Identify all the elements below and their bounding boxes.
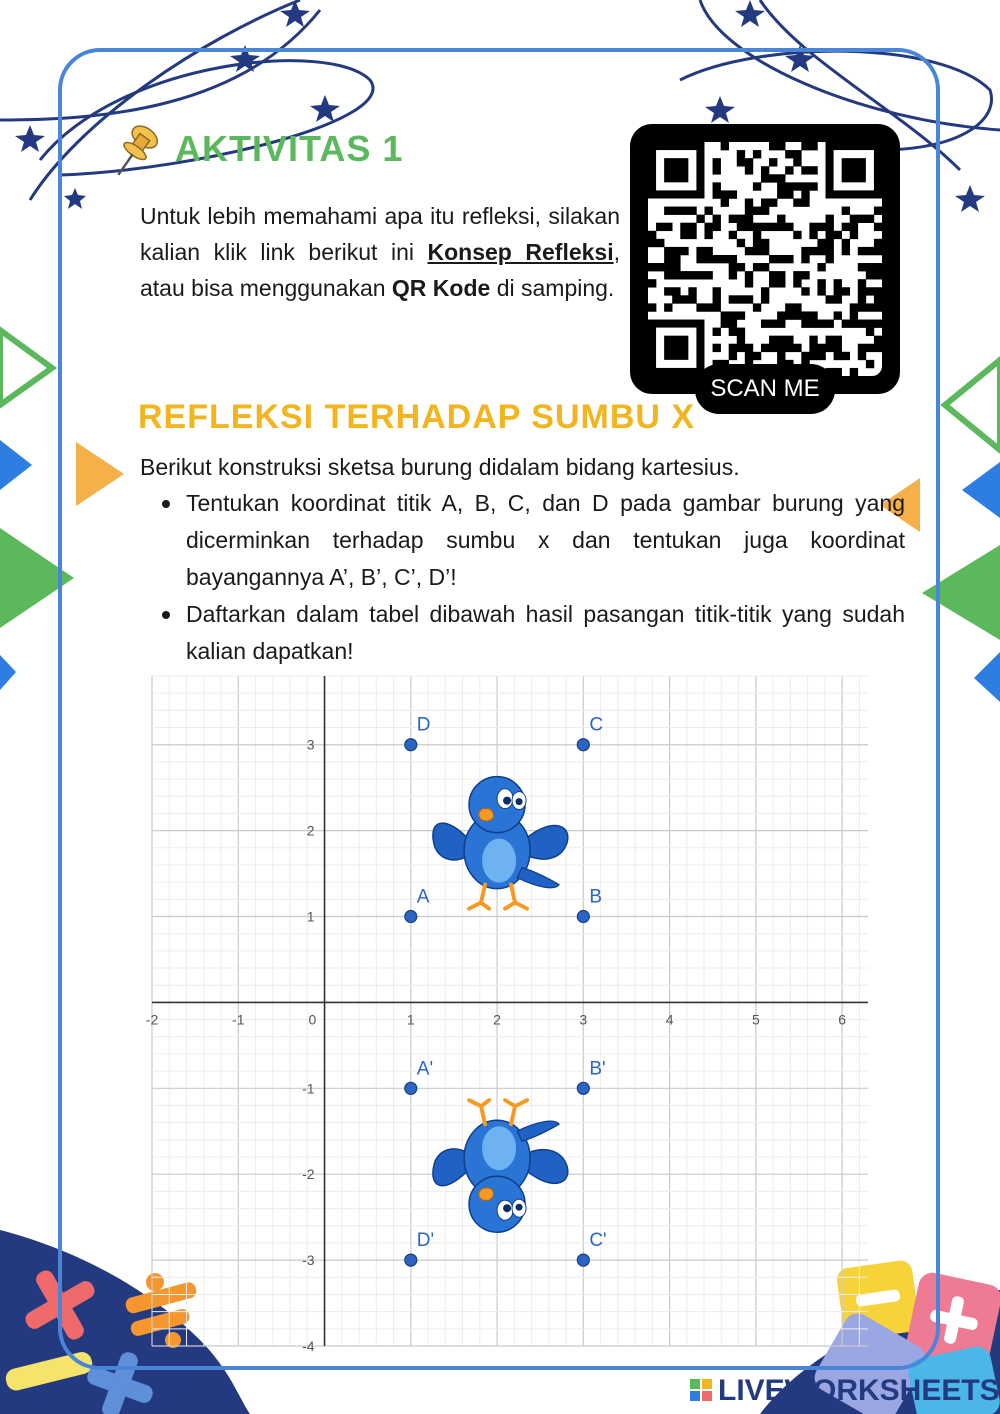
x-tick-label: 6: [838, 1011, 847, 1028]
cartesian-plane: [145, 676, 868, 1354]
point-label: A': [416, 1058, 434, 1080]
liveworksheets-brand: LIVEWORKSHEETS: [718, 1374, 1000, 1407]
y-tick-label: -1: [302, 1080, 315, 1097]
scan-me-button[interactable]: SCAN ME: [695, 364, 835, 414]
x-tick-label: 3: [579, 1011, 588, 1028]
activity-title: AKTIVITAS 1: [175, 128, 404, 169]
x-tick-label: 4: [665, 1011, 674, 1028]
point-label: C': [589, 1230, 607, 1252]
point-marker: [577, 911, 589, 923]
qr-code-pattern: [648, 142, 882, 376]
point-marker: [577, 739, 589, 751]
point-label: C: [589, 714, 604, 736]
task-list: [140, 485, 905, 670]
grid: [152, 676, 868, 1346]
section-lead: Berikut konstruksi sketsa burung didalam bidang kartesius.: [140, 454, 740, 480]
y-tick-label: -2: [302, 1166, 315, 1183]
point-marker: [405, 911, 417, 923]
x-tick-label: 0: [308, 1011, 317, 1028]
point-marker: [577, 1254, 589, 1266]
qr-finder-pattern: [648, 142, 704, 198]
intro-paragraph: [140, 198, 620, 306]
x-tick-label: -2: [145, 1011, 159, 1028]
task-item: Daftarkan dalam tabel dibawah hasil pasangan titik-titik yang sudah kalian dapatkan!: [140, 596, 905, 670]
qr-finder-pattern: [648, 320, 704, 376]
qr-finder-pattern: [826, 142, 882, 198]
konsep-refleksi-link[interactable]: Konsep Refleksi: [427, 239, 614, 265]
point-marker: [405, 1082, 417, 1094]
intro-text-middle: , atau bisa menggunakan: [140, 239, 620, 301]
point-label: B': [589, 1058, 606, 1080]
bird-reflected-image: [433, 1100, 568, 1232]
push-pin-icon: [112, 120, 158, 182]
section-title: REFLEKSI TERHADAP SUMBU X: [138, 398, 696, 436]
y-tick-label: 2: [306, 822, 315, 839]
intro-text-start: Untuk lebih memahami apa itu refleksi, silakan kalian klik link berikut ini: [140, 203, 620, 265]
point-label: D: [416, 714, 431, 736]
point-label: A: [416, 886, 430, 908]
qr-kode-text: QR Kode: [391, 275, 491, 301]
y-tick-label: -4: [302, 1338, 315, 1354]
x-tick-label: 2: [493, 1011, 501, 1028]
qr-code-card[interactable]: [630, 124, 900, 394]
point-label: D': [416, 1230, 435, 1252]
y-tick-label: -3: [302, 1252, 315, 1269]
point-marker: [405, 739, 417, 751]
intro-text-end: di samping.: [490, 275, 615, 301]
task-item: Tentukan koordinat titik A, B, C, dan D pada gambar burung yang dicerminkan terhadap sumbu x dan tentukan juga koordinat bayangannya A’, B’, C’, D’!: [140, 485, 905, 596]
qr-code: [648, 142, 882, 376]
y-tick-label: 3: [306, 736, 315, 753]
x-tick-label: -1: [232, 1011, 245, 1028]
liveworksheets-logo-icon: [690, 1379, 712, 1401]
x-tick-label: 1: [406, 1011, 415, 1028]
x-tick-label: 5: [751, 1011, 760, 1028]
y-tick-label: 1: [306, 908, 315, 925]
point-marker: [577, 1082, 589, 1094]
point-label: B: [589, 886, 603, 908]
point-marker: [405, 1254, 417, 1266]
